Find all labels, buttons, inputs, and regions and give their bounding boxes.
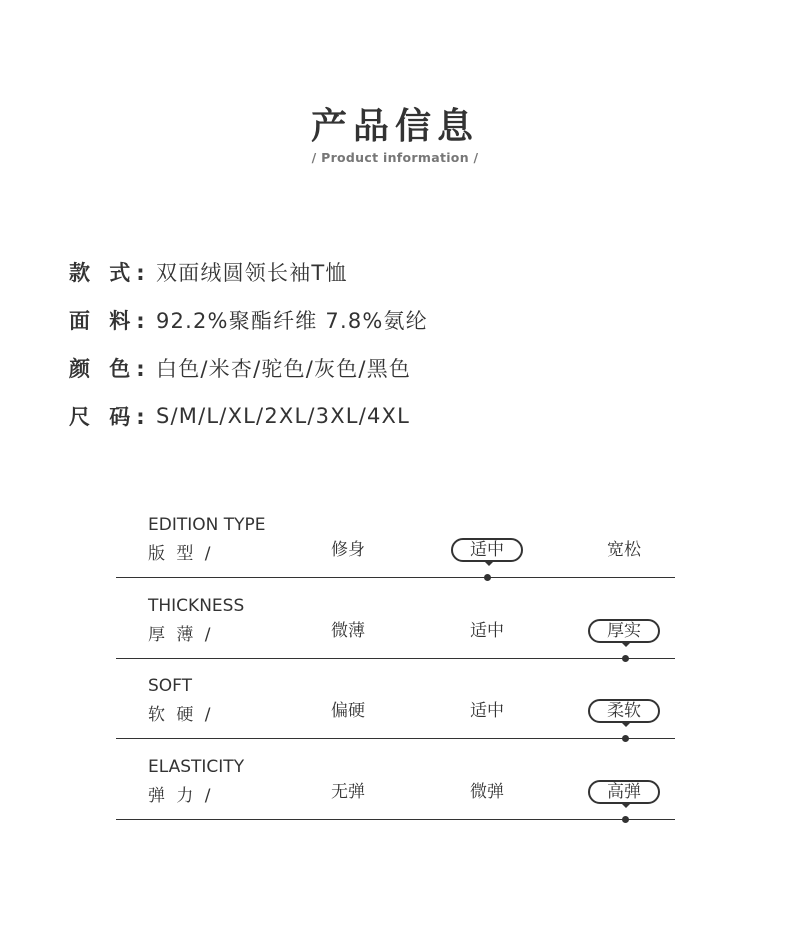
attribute-row [116, 507, 675, 578]
pointer-icon [621, 722, 631, 727]
attribute-name-en: EDITION TYPE [148, 515, 266, 535]
attribute-option: 适中 [470, 621, 504, 641]
attribute-name-cn: 弹 力 / [148, 786, 214, 806]
info-label: 尺 码: [69, 405, 151, 429]
info-row-size [69, 392, 428, 440]
attribute-name-cn: 版 型 / [148, 544, 214, 564]
info-label: 款 式: [69, 261, 151, 285]
info-label: 颜 色: [69, 357, 151, 381]
attribute-option: 修身 [331, 540, 365, 560]
attribute-row [116, 588, 675, 659]
attribute-option: 偏硬 [331, 701, 365, 721]
attribute-name-en: ELASTICITY [148, 757, 245, 777]
attribute-option-selected: 柔软 [588, 699, 660, 723]
scale-marker-dot [622, 816, 629, 823]
attribute-option: 适中 [470, 701, 504, 721]
info-label: 面 料: [69, 309, 151, 333]
attribute-name-cn: 厚 薄 / [148, 625, 214, 645]
attribute-option: 微弹 [470, 782, 504, 802]
attribute-option-selected: 适中 [451, 538, 523, 562]
attribute-name-cn: 软 硬 / [148, 705, 214, 725]
attribute-option-selected: 厚实 [588, 619, 660, 643]
info-value: S/M/L/XL/2XL/3XL/4XL [156, 404, 411, 428]
scale-marker-dot [484, 574, 491, 581]
info-value: 92.2%聚酯纤维 7.8%氨纶 [156, 309, 428, 333]
product-info-list [69, 248, 428, 440]
pointer-icon [484, 561, 494, 566]
info-value: 白色/米杏/驼色/灰色/黑色 [156, 357, 412, 381]
info-row-style [69, 248, 428, 296]
page-title: 产品信息 [310, 106, 479, 147]
attribute-row [116, 749, 675, 820]
pointer-icon [621, 642, 631, 647]
info-value: 双面绒圆领长袖T恤 [156, 261, 348, 285]
scale-marker-dot [622, 655, 629, 662]
scale-marker-dot [622, 735, 629, 742]
page-subtitle: / Product information / [311, 150, 479, 165]
info-row-fabric [69, 296, 428, 344]
attribute-option: 无弹 [331, 782, 365, 802]
attribute-option-selected: 高弹 [588, 780, 660, 804]
info-row-color [69, 344, 428, 392]
pointer-icon [621, 803, 631, 808]
attribute-option: 宽松 [607, 540, 641, 560]
attribute-row [116, 668, 675, 739]
attribute-name-en: SOFT [148, 676, 193, 696]
attribute-option: 微薄 [331, 621, 365, 641]
attribute-name-en: THICKNESS [148, 596, 245, 616]
